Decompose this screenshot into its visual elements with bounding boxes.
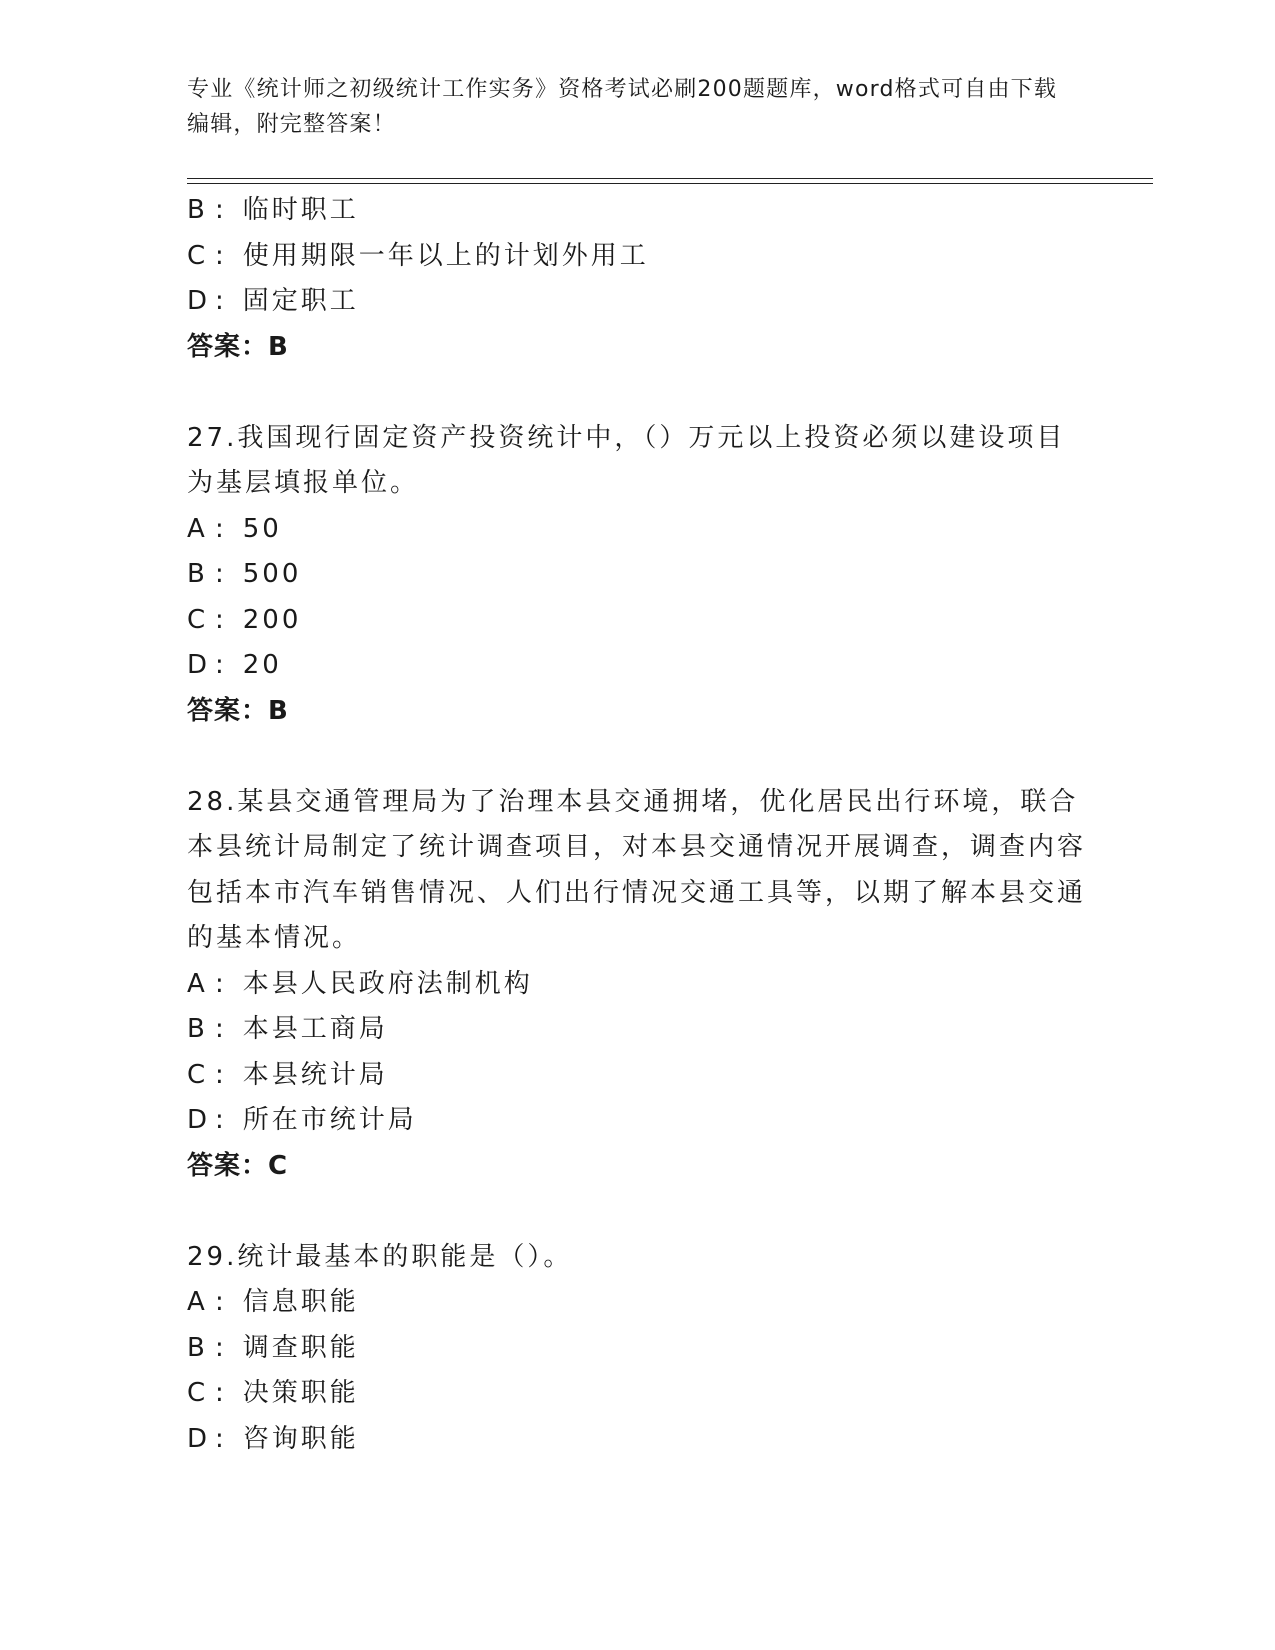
option-line bbox=[187, 1371, 1087, 1417]
option-separator: : bbox=[215, 650, 227, 680]
option-letter: D bbox=[187, 286, 211, 316]
option-line bbox=[187, 598, 1087, 644]
option-text: 使用期限一年以上的计划外用工 bbox=[242, 240, 649, 271]
option-text: 20 bbox=[242, 650, 282, 680]
option-letter: C bbox=[187, 240, 209, 271]
option-text: 本县工商局 bbox=[242, 1014, 388, 1044]
spacer bbox=[187, 734, 1087, 780]
option-line bbox=[187, 1326, 1087, 1372]
option-letter: B bbox=[187, 1332, 208, 1363]
option-text: 调查职能 bbox=[242, 1332, 359, 1363]
spacer bbox=[187, 370, 1087, 416]
option-line bbox=[187, 1280, 1087, 1326]
option-line bbox=[187, 507, 1087, 553]
option-separator: : bbox=[215, 1287, 227, 1317]
option-line bbox=[187, 188, 1087, 234]
option-separator: : bbox=[215, 1059, 227, 1090]
option-letter: B bbox=[187, 1014, 208, 1044]
answer-line: 答案：B bbox=[187, 695, 289, 726]
option-line bbox=[187, 643, 1087, 689]
option-text: 200 bbox=[242, 604, 302, 635]
option-separator: : bbox=[215, 604, 227, 635]
option-line bbox=[187, 1417, 1087, 1463]
header-rule-bottom bbox=[187, 183, 1153, 184]
option-letter: A bbox=[187, 968, 208, 999]
option-separator: : bbox=[215, 1105, 227, 1135]
option-letter: C bbox=[187, 1059, 209, 1090]
answer-line: 答案：B bbox=[187, 331, 289, 362]
question-list bbox=[187, 188, 1087, 1462]
option-line bbox=[187, 1098, 1087, 1144]
option-line bbox=[187, 552, 1087, 598]
option-text: 咨询职能 bbox=[242, 1423, 359, 1454]
option-letter: D bbox=[187, 1105, 211, 1135]
option-letter: D bbox=[187, 1423, 211, 1454]
option-line bbox=[187, 279, 1087, 325]
option-text: 固定职工 bbox=[242, 286, 359, 316]
option-text: 本县人民政府法制机构 bbox=[242, 968, 533, 999]
option-separator: : bbox=[215, 195, 227, 225]
option-text: 信息职能 bbox=[242, 1287, 359, 1317]
option-separator: : bbox=[215, 240, 227, 271]
option-separator: : bbox=[215, 1378, 227, 1408]
option-separator: : bbox=[215, 559, 227, 589]
option-line bbox=[187, 234, 1087, 280]
option-text: 决策职能 bbox=[242, 1378, 359, 1408]
option-separator: : bbox=[215, 968, 227, 999]
option-letter: A bbox=[187, 513, 208, 544]
question-stem: 27.我国现行固定资产投资统计中，（）万元以上投资必须以建设项目为基层填报单位。 bbox=[187, 422, 1066, 498]
option-text: 临时职工 bbox=[242, 195, 359, 225]
option-letter: D bbox=[187, 650, 211, 680]
option-separator: : bbox=[215, 513, 227, 544]
option-letter: B bbox=[187, 559, 208, 589]
option-text: 所在市统计局 bbox=[242, 1105, 417, 1135]
header-rule-top bbox=[187, 178, 1153, 179]
question-stem: 29.统计最基本的职能是（）。 bbox=[187, 1241, 573, 1272]
option-separator: : bbox=[215, 1014, 227, 1044]
option-line bbox=[187, 962, 1087, 1008]
option-separator: : bbox=[215, 286, 227, 316]
answer-line: 答案：C bbox=[187, 1150, 289, 1181]
option-letter: B bbox=[187, 195, 208, 225]
option-line bbox=[187, 1007, 1087, 1053]
option-letter: C bbox=[187, 1378, 209, 1408]
option-line bbox=[187, 1053, 1087, 1099]
option-letter: C bbox=[187, 604, 209, 635]
question-stem: 28.某县交通管理局为了治理本县交通拥堵，优化居民出行环境，联合本县统计局制定了统计调查项目，对本县交通情况开展调查，调查内容包括本市汽车销售情况、人们出行情况交通工具等，以期了解本县交通的基本情况。 bbox=[187, 786, 1087, 953]
spacer bbox=[187, 1189, 1087, 1235]
option-separator: : bbox=[215, 1423, 227, 1454]
option-separator: : bbox=[215, 1332, 227, 1363]
page-header: 专业《统计师之初级统计工作实务》资格考试必刷200题题库，word格式可自由下载编辑，附完整答案！ bbox=[187, 77, 1058, 137]
option-text: 500 bbox=[242, 559, 302, 589]
option-text: 50 bbox=[242, 513, 282, 544]
option-letter: A bbox=[187, 1287, 208, 1317]
option-text: 本县统计局 bbox=[242, 1059, 388, 1090]
